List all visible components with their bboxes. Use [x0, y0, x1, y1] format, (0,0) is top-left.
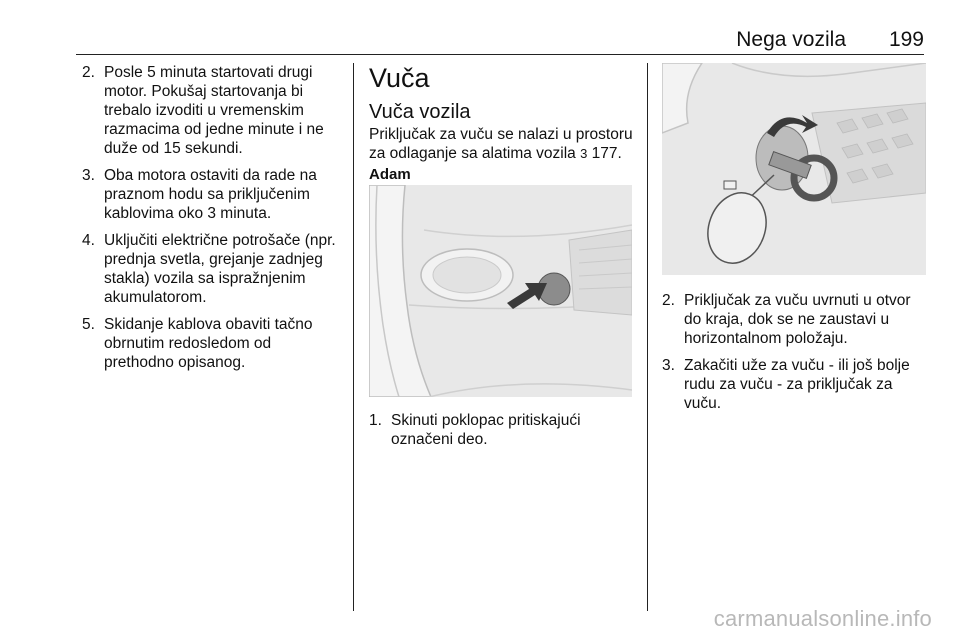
watermark: carmanualsonline.info: [713, 606, 932, 631]
step-number: 3.: [662, 357, 675, 374]
intro-paragraph: [369, 125, 633, 163]
step-text: Skinuti poklopac pritiskajući označeni deo.: [391, 412, 581, 448]
list-item: [82, 231, 344, 307]
page-number: 199: [888, 28, 924, 51]
step-text: Skidanje kablova obaviti tačno obrnutim redosledom od prethodno opisanog.: [104, 316, 313, 371]
list-item: [82, 166, 344, 223]
column-divider: [647, 63, 648, 611]
step-list: [662, 291, 932, 413]
step-list: [369, 411, 633, 449]
step-number: 3.: [82, 167, 95, 184]
towing-eye-illustration: [662, 63, 926, 275]
step-text: Zakačiti uže za vuču - ili još bolje rudu za vuču - za priključak za vuču.: [684, 357, 910, 412]
list-item: [82, 315, 344, 372]
middle-column: [369, 63, 633, 457]
step-number: 5.: [82, 316, 95, 333]
step-number: 2.: [662, 292, 675, 309]
bumper-illustration: [369, 185, 632, 397]
section-heading: Vuča: [369, 63, 430, 93]
step-text: Oba motora ostaviti da rade na praznom hodu sa priključenim kablovima oko 3 minuta.: [104, 167, 317, 222]
step-number: 4.: [82, 232, 95, 249]
step-text: Posle 5 minuta startovati drugi motor. Pokušaj startovanja bi trebalo izvoditi u vremenskim razmacima od jedne minute i ne duže od 15 sekundi.: [104, 64, 324, 157]
list-item: [369, 411, 633, 449]
section-title: Nega vozila: [736, 28, 846, 51]
step-number: 1.: [369, 412, 382, 429]
right-column: [662, 63, 932, 421]
figure-caption: Adam: [369, 166, 411, 183]
page-reference[interactable]: 177.: [591, 145, 622, 162]
page-reference-icon: 3: [580, 146, 588, 161]
page-header: [76, 26, 924, 55]
list-item: [82, 63, 344, 158]
step-number: 2.: [82, 64, 95, 81]
bumper-drawing: [369, 185, 632, 397]
step-text: Uključiti električne potrošače (npr. prednja svetla, grejanje zadnjeg stakla) vozila sa ispražnjenim akumulatorom.: [104, 232, 336, 306]
subsection-heading: Vuča vozila: [369, 101, 471, 123]
step-text: Priključak za vuču uvrnuti u otvor do kraja, dok se ne zaustavi u horizontalnom položaju.: [684, 292, 911, 347]
column-divider: [353, 63, 354, 611]
list-item: [662, 356, 932, 413]
left-column: [82, 63, 344, 380]
intro-text: Priključak za vuču se nalazi u prostoru za odlaganje sa alatima vozila: [369, 126, 633, 162]
step-list: [82, 63, 344, 372]
list-item: [662, 291, 932, 348]
towing-eye-drawing: [662, 63, 926, 275]
